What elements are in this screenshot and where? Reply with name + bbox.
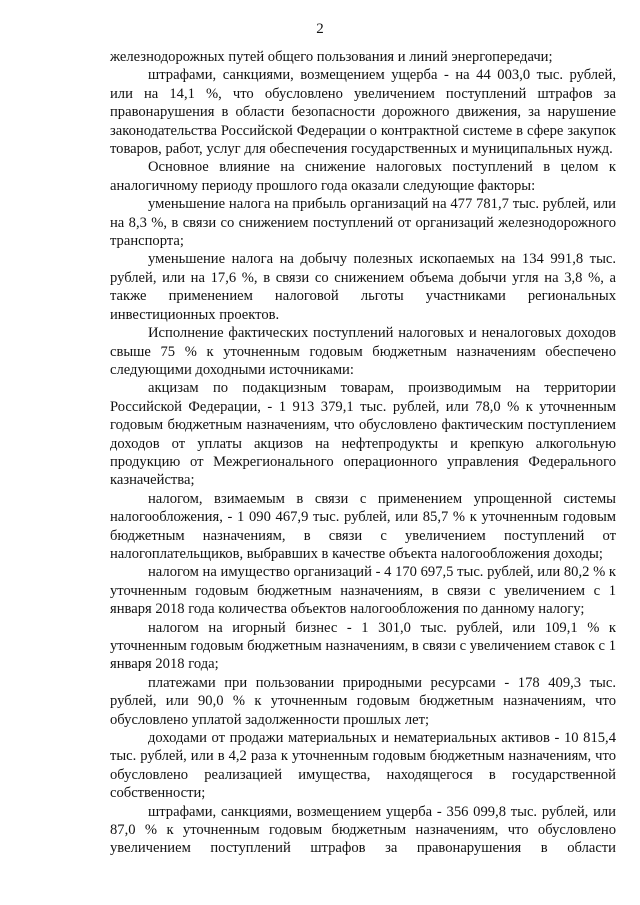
page-number: 2 <box>316 21 324 37</box>
paragraph: уменьшение налога на прибыль организаций на 477 781,7 тыс. рублей, или на 8,3 %, в связи со снижением поступлений от организаций железнодорожного транспорта; <box>110 196 616 250</box>
document-body <box>110 48 616 858</box>
paragraph: акцизам по подакцизным товарам, производимым на территории Российской Федерации, - 1 913 379,1 тыс. рублей, или 78,0 % к уточненным годовым бюджетным назначениям, что обусловлено фактическим поступлением доходов от уплаты акцизов на нефтепродукты и крепкую алкогольную продукцию от Межрегионального операционного управления Федерального казначейства; <box>110 380 616 489</box>
paragraph: налогом на игорный бизнес - 1 301,0 тыс. рублей, или 109,1 % к уточненным годовым бюджетным назначениям, в связи с увеличением ставок с 1 января 2018 года; <box>110 619 616 673</box>
paragraph: штрафами, санкциями, возмещением ущерба - 356 099,8 тыс. рублей, или 87,0 % к уточненным годовым бюджетным назначениям, что обусловлено увеличением поступлений штрафов за правонарушения в области <box>110 803 616 857</box>
paragraph: доходами от продажи материальных и нематериальных активов - 10 815,4 тыс. рублей, или в 4,2 раза к уточненным годовым бюджетным назначениям, что обусловлено реализацией имущества, находящегося в государственной собственности; <box>110 730 616 802</box>
paragraph: железнодорожных путей общего пользования и линий энергопередачи; <box>110 49 553 65</box>
paragraph: уменьшение налога на добычу полезных ископаемых на 134 991,8 тыс. рублей, или на 17,6 %, в связи со снижением объема добычи угля на 3,8 %, а также применением налоговой льготы участниками региональных инвестиционных проектов. <box>110 251 616 323</box>
paragraph: налогом, взимаемым в связи с применением упрощенной системы налогообложения, - 1 090 467,9 тыс. рублей, или 85,7 % к уточненным годовым бюджетным назначениям, в связи с увеличением поступлений от налогоплательщиков, выбравших в качестве объекта налогообложения доходы; <box>110 490 616 562</box>
paragraph: штрафами, санкциями, возмещением ущерба - на 44 003,0 тыс. рублей, или на 14,1 %, что обусловлено увеличением поступлений штрафов за правонарушения в области безопасности дорожного движения, за нарушение законодательства Российской Федерации о контрактной системе в сфере закупок товаров, работ, услуг для обеспечения государственных и муниципальных нужд. <box>110 67 616 158</box>
paragraph: Исполнение фактических поступлений налоговых и неналоговых доходов свыше 75 % к уточненным годовым бюджетным назначениям обеспечено следующими доходными источниками: <box>110 325 616 378</box>
paragraph: Основное влияние на снижение налоговых поступлений в целом к аналогичному периоду прошлого года оказали следующие факторы: <box>110 159 616 194</box>
paragraph: налогом на имущество организаций - 4 170 697,5 тыс. рублей, или 80,2 % к уточненным годовым бюджетным назначениям, в связи с увеличением с 1 января 2018 года количества объектов налогообложения по данному налогу; <box>110 564 616 618</box>
paragraph: платежами при пользовании природными ресурсами - 178 409,3 тыс. рублей, или 90,0 % к уточненным годовым бюджетным назначениям, что обусловлено уплатой задолженности прошлых лет; <box>110 674 616 728</box>
